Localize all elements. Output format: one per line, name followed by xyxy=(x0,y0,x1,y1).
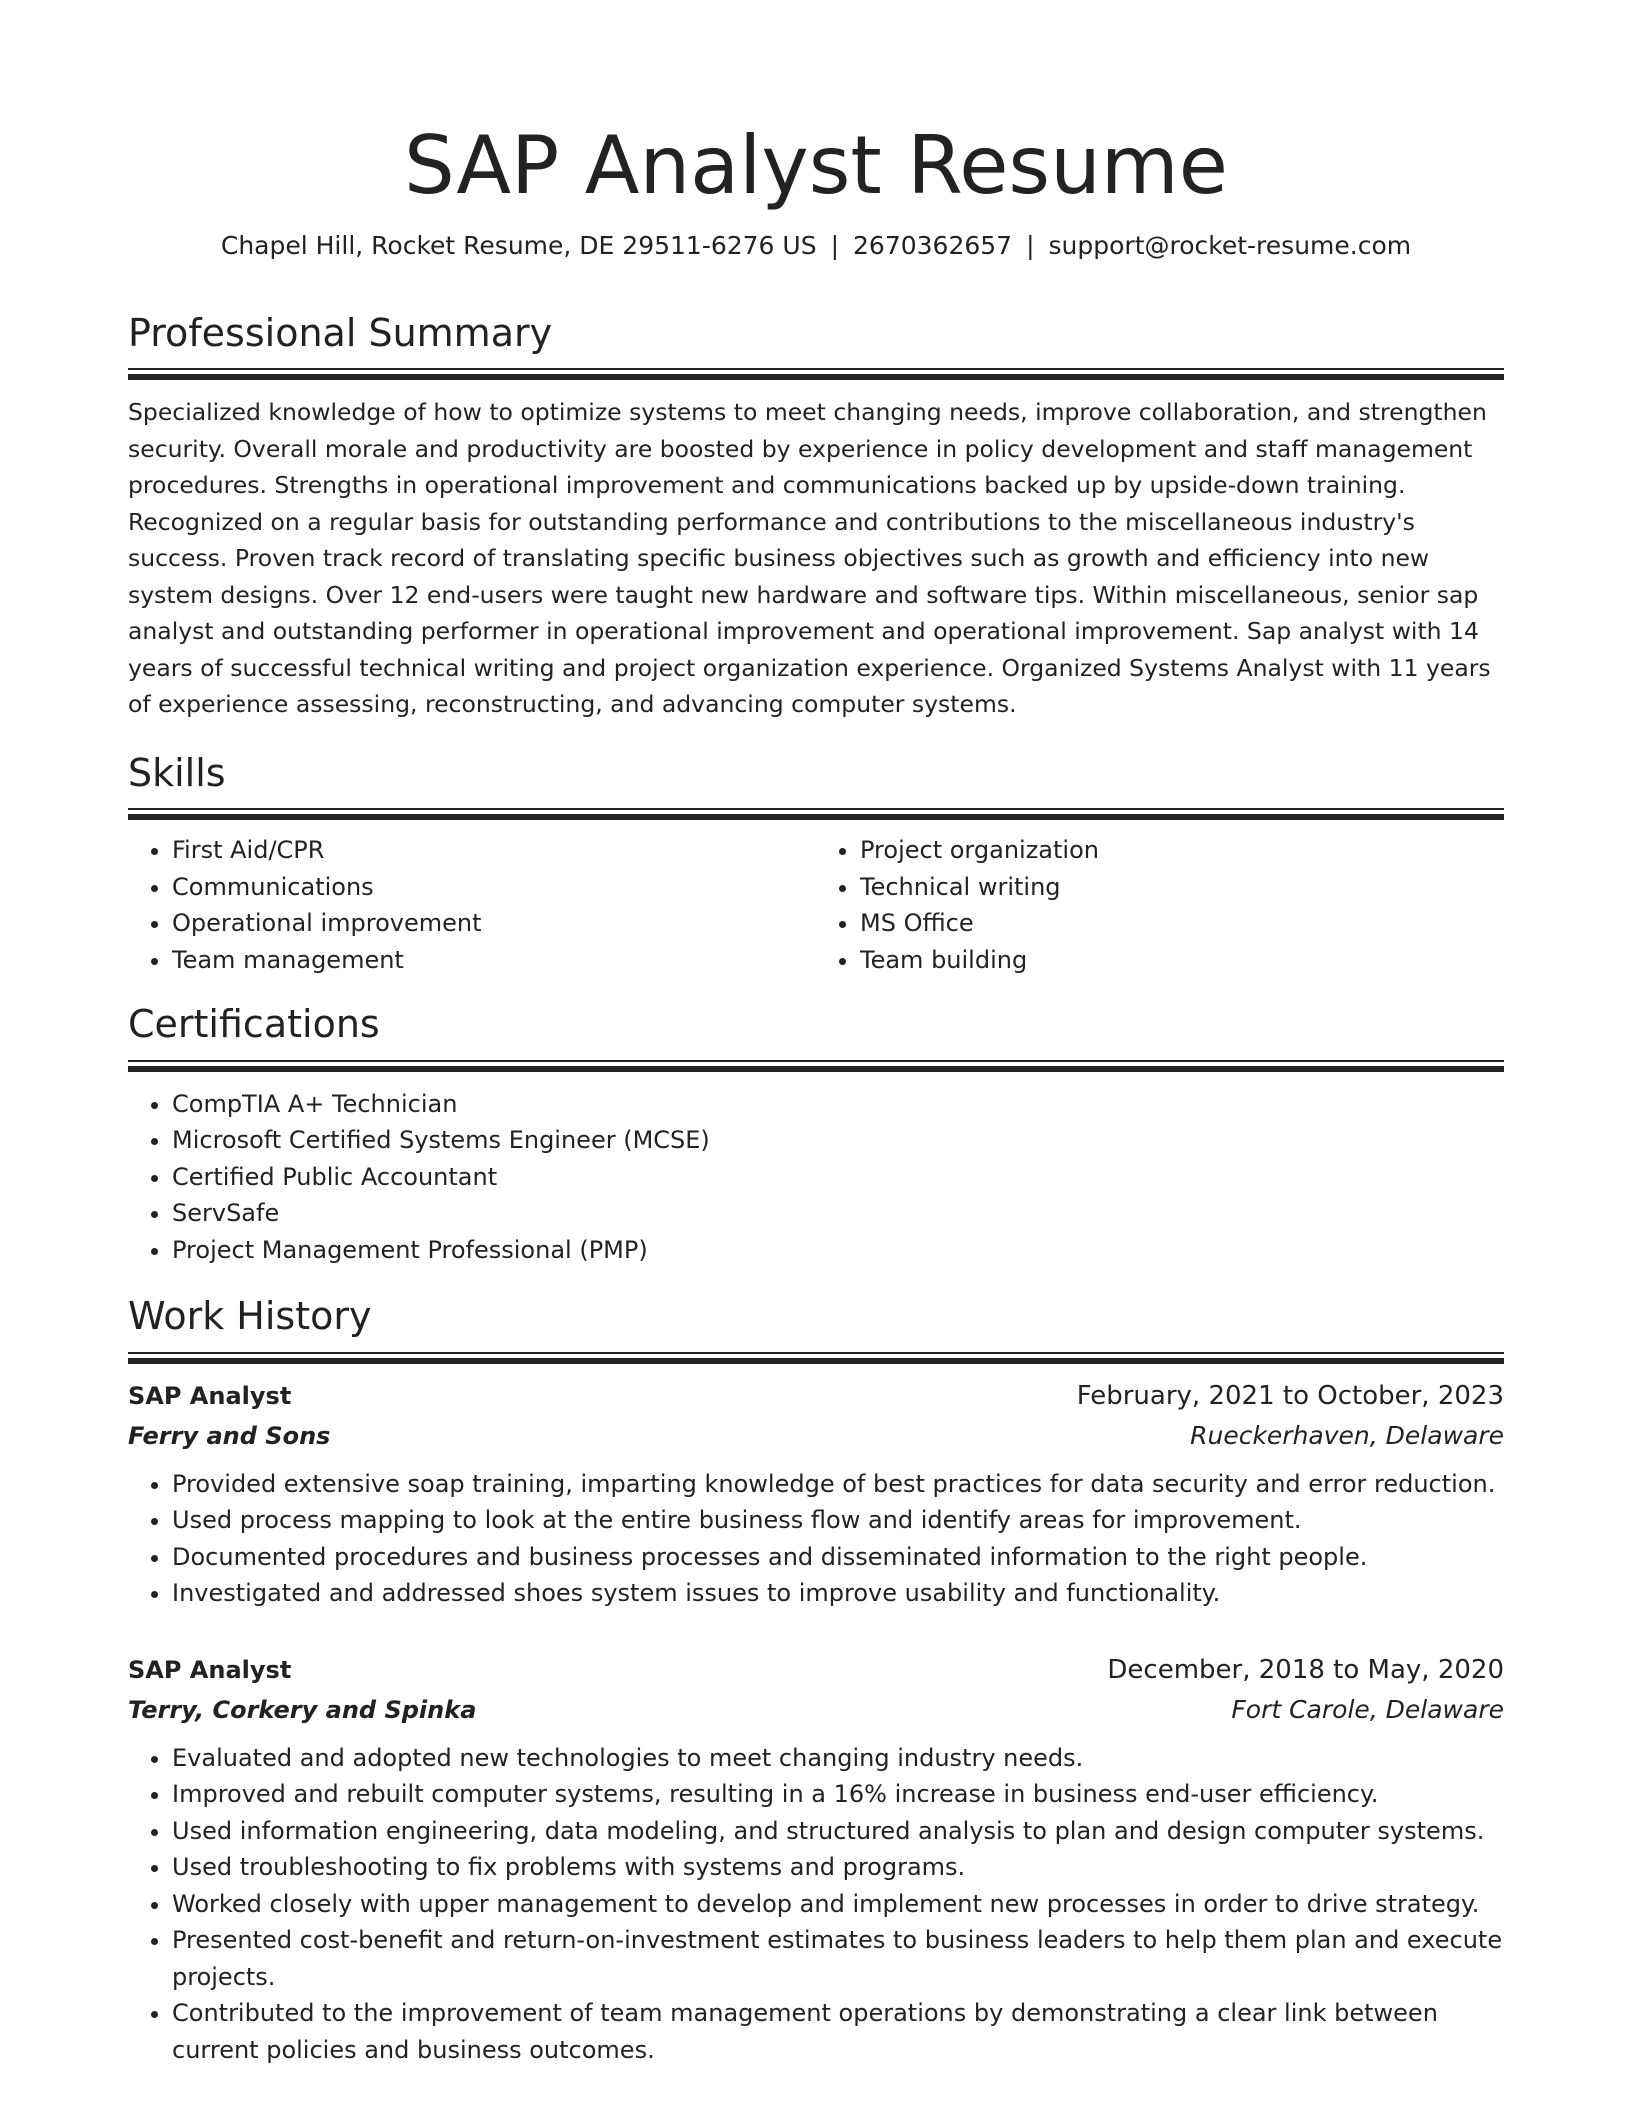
section-divider xyxy=(128,808,1504,820)
skills-list-right xyxy=(816,832,1504,978)
skill-item: • Technical writing xyxy=(860,869,1504,906)
work-history-section xyxy=(128,1294,1504,2068)
certification-item: • ServSafe xyxy=(172,1195,1504,1232)
job-bullet: • Provided extensive soap training, imparting knowledge of best practices for data security and error reduction. xyxy=(172,1466,1504,1503)
job-subheader-row xyxy=(128,1416,1504,1456)
job-bullet: • Evaluated and adopted new technologies to meet changing industry needs. xyxy=(172,1740,1504,1777)
job-entry xyxy=(128,1650,1504,2069)
job-bullet: • Documented procedures and business processes and disseminated information to the right people. xyxy=(172,1539,1504,1576)
certification-item: • CompTIA A+ Technician xyxy=(172,1086,1504,1123)
contact-separator: | xyxy=(830,231,840,260)
job-header-row xyxy=(128,1650,1504,1690)
skill-item: • Team building xyxy=(860,942,1504,979)
job-company: Terry, Corkery and Spinka xyxy=(128,1695,477,1724)
job-entry xyxy=(128,1376,1504,1612)
summary-text: Specialized knowledge of how to optimize systems to meet changing needs, improve collaboration, and strengthen security. Overall morale and productivity are boosted by experience in policy development and staff management procedures. Strengths in operational improvement and communications backed up by upside-down training. Recognized on a regular basis for outstanding performance and contributions to the miscellaneous industry's success. Proven track record of translating specific business objectives such as growth and efficiency into new system designs. Over 12 end-users were taught new hardware and software tips. Within miscellaneous, senior sap analyst and outstanding performer in operational improvement and operational improvement. Sap analyst with 14 years of successful technical writing and project organization experience. Organized Systems Analyst with 11 years of experience assessing, reconstructing, and advancing computer systems. xyxy=(128,398,1491,719)
skill-item: • Team management xyxy=(172,942,816,979)
job-bullet: • Used process mapping to look at the entire business flow and identify areas for improvement. xyxy=(172,1502,1504,1539)
job-company: Ferry and Sons xyxy=(128,1421,331,1450)
section-heading-summary: Professional Summary xyxy=(128,310,553,355)
skill-item: • Operational improvement xyxy=(172,905,816,942)
job-bullet: • Used troubleshooting to fix problems with systems and programs. xyxy=(172,1849,1504,1886)
job-bullets xyxy=(128,1740,1504,2069)
certifications-list xyxy=(128,1086,1504,1269)
job-bullet: • Worked closely with upper management to develop and implement new processes in order to drive strategy. xyxy=(172,1886,1504,1923)
job-location: Rueckerhaven, Delaware xyxy=(1190,1420,1504,1450)
certifications-section xyxy=(128,1002,1504,1268)
section-heading-work-history: Work History xyxy=(128,1294,372,1339)
contact-email[interactable]: support@rocket-resume.com xyxy=(1048,231,1412,260)
contact-phone: 2670362657 xyxy=(853,231,1013,260)
job-location: Fort Carole, Delaware xyxy=(1231,1694,1504,1724)
job-dates: December, 2018 to May, 2020 xyxy=(1107,1654,1504,1685)
contact-line xyxy=(128,230,1504,263)
job-bullet: • Used information engineering, data modeling, and structured analysis to plan and design computer systems. xyxy=(172,1813,1504,1850)
job-subheader-row xyxy=(128,1690,1504,1730)
job-bullets xyxy=(128,1466,1504,1612)
section-heading-certifications: Certifications xyxy=(128,1002,380,1047)
skills-grid xyxy=(128,832,1504,978)
resume-page xyxy=(128,110,1504,2068)
resume-title: SAP Analyst Resume xyxy=(404,119,1228,212)
certification-item: • Certified Public Accountant xyxy=(172,1159,1504,1196)
section-divider xyxy=(128,368,1504,380)
contact-separator: | xyxy=(1026,231,1035,260)
section-divider xyxy=(128,1060,1504,1072)
job-bullet: • Presented cost-benefit and return-on-investment estimates to business leaders to help them plan and execute projects. xyxy=(172,1922,1504,1995)
job-title: SAP Analyst xyxy=(128,1655,292,1684)
skill-item: • Communications xyxy=(172,869,816,906)
job-bullet: • Contributed to the improvement of team management operations by demonstrating a clear link between current policies and business outcomes. xyxy=(172,1995,1504,2068)
section-heading-skills: Skills xyxy=(128,750,226,795)
certification-item: • Microsoft Certified Systems Engineer (MCSE) xyxy=(172,1122,1504,1159)
skill-item: • Project organization xyxy=(860,832,1504,869)
summary-section xyxy=(128,311,1504,723)
skills-list-left xyxy=(128,832,816,978)
job-header-row xyxy=(128,1376,1504,1416)
skill-item: • First Aid/CPR xyxy=(172,832,816,869)
job-bullet: • Investigated and addressed shoes system issues to improve usability and functionality. xyxy=(172,1575,1504,1612)
section-divider xyxy=(128,1352,1504,1364)
skills-section xyxy=(128,751,1504,979)
certification-item: • Project Management Professional (PMP) xyxy=(172,1232,1504,1269)
skill-item: • MS Office xyxy=(860,905,1504,942)
contact-address: Chapel Hill, Rocket Resume, DE 29511-6276 US xyxy=(220,231,817,260)
job-title: SAP Analyst xyxy=(128,1381,292,1410)
job-bullet: • Improved and rebuilt computer systems, resulting in a 16% increase in business end-user efficiency. xyxy=(172,1776,1504,1813)
job-dates: February, 2021 to October, 2023 xyxy=(1076,1380,1504,1411)
